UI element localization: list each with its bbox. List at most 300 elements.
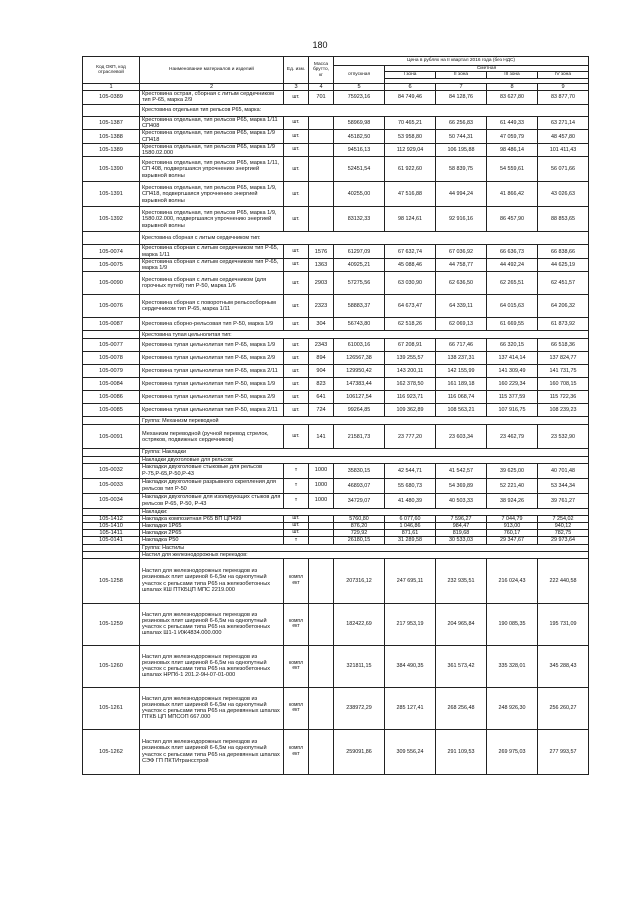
section-row <box>83 456 589 463</box>
item-mass <box>309 530 334 537</box>
price-cell: 83 877,70 <box>538 90 589 104</box>
item-code: 105-1258 <box>83 558 140 603</box>
price-cell: 115 377,59 <box>487 391 538 404</box>
price-cell: 137 824,77 <box>538 352 589 365</box>
header-otpusknaya: отпускная <box>334 66 385 84</box>
item-mass <box>309 130 334 144</box>
price-cell: 248 926,30 <box>487 687 538 729</box>
item-name: Крестовина тупая цельнолитая тип Р-50, марка 1/9 <box>140 378 284 391</box>
index-cell: 9 <box>538 83 589 90</box>
price-cell: 44 625,19 <box>538 258 589 272</box>
item-name: Настил для железнодорожных переездов из резиновых плит шириной 6-6,5м на однопутный участок с рельсами типа Р65 на железобетонных шпалах КШ ПТКБЦП МПС 2219.000 <box>140 558 284 603</box>
table-row <box>83 729 589 774</box>
price-cell: 92 916,16 <box>436 207 487 232</box>
price-cell: 729,92 <box>334 530 385 537</box>
price-cell: 61003,16 <box>334 339 385 352</box>
item-unit: шт. <box>284 365 309 378</box>
header-code: Код ОКП, код отраслевой <box>83 57 140 84</box>
price-cell: 384 490,35 <box>385 645 436 687</box>
item-name: Крестовина тупая цельнолитая тип Р-50, марка 2/11 <box>140 404 284 417</box>
item-code: 105-1389 <box>83 143 140 157</box>
section-title: Настил для железнодорожных переездов: <box>140 551 589 558</box>
item-unit: компл ект <box>284 603 309 645</box>
section-title: Группа: Механизм переводной <box>140 417 589 425</box>
price-cell: 108 563,21 <box>436 404 487 417</box>
item-name: Накладки 1Р65 <box>140 522 284 529</box>
item-code: 105-1410 <box>83 522 140 529</box>
price-cell: 216 024,43 <box>487 558 538 603</box>
item-mass <box>309 687 334 729</box>
section-row <box>83 331 589 339</box>
table-row <box>83 207 589 232</box>
price-cell: 112 929,04 <box>385 143 436 157</box>
price-cell: 35830,15 <box>334 463 385 478</box>
price-cell: 66 320,15 <box>487 339 538 352</box>
price-cell: 138 237,31 <box>436 352 487 365</box>
item-mass: 1576 <box>309 245 334 259</box>
price-cell: 40255,00 <box>334 182 385 207</box>
price-cell: 115 722,36 <box>538 391 589 404</box>
item-name: Настил для железнодорожных переездов из резиновых плит шириной 6-6,5м на однопутный участок с рельсами типа Р65 на деревянных шпалах ПТКБ ЦП МПСОП 667.000 <box>140 687 284 729</box>
item-unit: шт. <box>284 404 309 417</box>
item-mass: 894 <box>309 352 334 365</box>
price-cell: 182422,69 <box>334 603 385 645</box>
item-name: Крестовина тупая цельнолитая тип Р-65, марка 2/11 <box>140 365 284 378</box>
price-cell: 67 208,91 <box>385 339 436 352</box>
price-cell: 62 265,51 <box>487 272 538 295</box>
item-unit: шт. <box>284 116 309 130</box>
price-cell: 66 838,66 <box>538 245 589 259</box>
price-cell: 321811,15 <box>334 645 385 687</box>
item-mass <box>309 645 334 687</box>
price-cell: 23 603,34 <box>436 425 487 449</box>
price-cell: 53 344,34 <box>538 478 589 493</box>
index-cell: 4 <box>309 83 334 90</box>
item-unit: т <box>284 463 309 478</box>
item-code: 105-0075 <box>83 258 140 272</box>
item-mass <box>309 537 334 544</box>
price-cell: 291 109,53 <box>436 729 487 774</box>
item-unit: шт. <box>284 90 309 104</box>
item-code: 105-0032 <box>83 463 140 478</box>
price-cell: 84 749,46 <box>385 90 436 104</box>
table-row <box>83 318 589 331</box>
price-cell: 83132,33 <box>334 207 385 232</box>
price-cell: 38 924,26 <box>487 493 538 508</box>
price-cell: 913,00 <box>487 522 538 529</box>
price-cell: 64 339,11 <box>436 295 487 318</box>
section-title: Крестовина отдельная тип рельсов Р65, марка: <box>140 104 589 116</box>
price-cell: 98 486,14 <box>487 143 538 157</box>
price-cell: 782,75 <box>538 530 589 537</box>
item-unit: шт. <box>284 258 309 272</box>
item-name: Крестовина тупая цельнолитая тип Р-65, марка 2/9 <box>140 352 284 365</box>
price-cell: 141 731,75 <box>538 365 589 378</box>
price-cell: 64 673,47 <box>385 295 436 318</box>
table-row <box>83 157 589 182</box>
price-cell: 52 221,40 <box>487 478 538 493</box>
item-code: 105-1411 <box>83 530 140 537</box>
price-cell: 44 492,24 <box>487 258 538 272</box>
table-row <box>83 558 589 603</box>
item-unit: шт. <box>284 318 309 331</box>
price-cell: 86 457,90 <box>487 207 538 232</box>
item-code: 105-1262 <box>83 729 140 774</box>
price-cell: 819,68 <box>436 530 487 537</box>
price-cell: 30 533,03 <box>436 537 487 544</box>
item-code: 105-0085 <box>83 404 140 417</box>
item-name: Крестовина острая, сборная с литым сердечником тип Р-65, марка 2/9 <box>140 90 284 104</box>
price-cell: 63 030,90 <box>385 272 436 295</box>
price-cell: 7 044,79 <box>487 515 538 522</box>
item-mass: 641 <box>309 391 334 404</box>
item-mass <box>309 522 334 529</box>
price-cell: 42 544,71 <box>385 463 436 478</box>
section-row <box>83 232 589 245</box>
item-name: Механизм переводной (ручной перевод стрелок, остряков, подвижных сердечников) <box>140 425 284 449</box>
price-cell: 141 309,49 <box>487 365 538 378</box>
table-row <box>83 515 589 522</box>
price-table <box>82 56 589 775</box>
price-cell: 129950,42 <box>334 365 385 378</box>
price-cell: 29 347,67 <box>487 537 538 544</box>
item-mass <box>309 116 334 130</box>
index-cell: 8 <box>487 83 538 90</box>
price-cell: 94516,13 <box>334 143 385 157</box>
item-name: Крестовина тупая цельнолитая тип Р-50, марка 2/9 <box>140 391 284 404</box>
section-title: Крестовина тупая цельнолитая тип: <box>140 331 589 339</box>
item-unit: шт. <box>284 530 309 537</box>
header-price: Цена в рублях на II квартал 2016 года (без НДС) <box>334 57 589 66</box>
price-table-body <box>83 57 589 775</box>
item-code: 105-1261 <box>83 687 140 729</box>
item-unit: шт. <box>284 522 309 529</box>
table-row <box>83 603 589 645</box>
item-mass <box>309 157 334 182</box>
item-unit: шт. <box>284 515 309 522</box>
section-code-cell <box>83 331 140 339</box>
item-name: Крестовина тупая цельнолитая тип Р-65, марка 1/9 <box>140 339 284 352</box>
price-cell: 41 866,42 <box>487 182 538 207</box>
price-cell: 217 953,19 <box>385 603 436 645</box>
item-name: Накладки двухголовые стыковые для рельсов Р-75,Р-65,Р-50,Р-43 <box>140 463 284 478</box>
item-name: Накладки двухголовые разрывного скрепления для рельсов тип Р-50 <box>140 478 284 493</box>
table-row <box>83 391 589 404</box>
item-code: 105-0091 <box>83 425 140 449</box>
item-mass: 1000 <box>309 478 334 493</box>
item-mass: 1363 <box>309 258 334 272</box>
section-row <box>83 551 589 558</box>
price-cell: 126567,38 <box>334 352 385 365</box>
item-unit: компл ект <box>284 645 309 687</box>
item-code: 105-1388 <box>83 130 140 144</box>
price-cell: 75923,16 <box>334 90 385 104</box>
price-cell: 48 457,80 <box>538 130 589 144</box>
item-code: 105-0086 <box>83 391 140 404</box>
price-cell: 54 559,61 <box>487 157 538 182</box>
price-cell: 62 069,13 <box>436 318 487 331</box>
table-row <box>83 295 589 318</box>
item-code: 105-1392 <box>83 207 140 232</box>
item-code: 105-1412 <box>83 515 140 522</box>
item-mass <box>309 207 334 232</box>
item-name: Накладка композитная Р65 ВП ЦП499 <box>140 515 284 522</box>
item-code: 105-0141 <box>83 537 140 544</box>
header-name: Наименование материалов и изделий <box>140 57 284 84</box>
item-code: 105-0090 <box>83 272 140 295</box>
item-mass: 141 <box>309 425 334 449</box>
item-mass <box>309 182 334 207</box>
item-name: Накладки 2Р65 <box>140 530 284 537</box>
section-title: Группа: Настилы <box>140 544 589 551</box>
index-cell: 7 <box>436 83 487 90</box>
price-cell: 61 449,33 <box>487 116 538 130</box>
item-name: Крестовина отдельная, тип рельсов Р65, марка 1/11, СП 408, подвергшаяся упрочнению энергией взрывной волны <box>140 157 284 182</box>
price-cell: 53 958,80 <box>385 130 436 144</box>
item-name: Крестовина отдельная, тип рельсов Р65, марка 1/9 СП418 <box>140 130 284 144</box>
price-cell: 277 993,57 <box>538 729 589 774</box>
item-name: Крестовина отдельная, тип рельсов Р65, марка 1/11 СП408 <box>140 116 284 130</box>
price-cell: 98 124,61 <box>385 207 436 232</box>
price-cell: 34729,07 <box>334 493 385 508</box>
price-cell: 26180,15 <box>334 537 385 544</box>
section-code-cell <box>83 544 140 551</box>
price-cell: 66 636,73 <box>487 245 538 259</box>
table-row <box>83 182 589 207</box>
price-cell: 61 669,55 <box>487 318 538 331</box>
item-mass <box>309 143 334 157</box>
section-code-cell <box>83 104 140 116</box>
table-row <box>83 478 589 493</box>
section-code-cell <box>83 449 140 456</box>
item-name: Крестовина сборная с литым сердечником тип Р-65, марка 1/11 <box>140 245 284 259</box>
table-row <box>83 352 589 365</box>
item-name: Крестовина сборная с литым сердечником тип Р-65, марка 1/9 <box>140 258 284 272</box>
price-cell: 66 518,36 <box>538 339 589 352</box>
price-cell: 116 923,71 <box>385 391 436 404</box>
item-unit: компл ект <box>284 558 309 603</box>
price-cell: 61 873,92 <box>538 318 589 331</box>
index-cell: 6 <box>385 83 436 90</box>
item-mass <box>309 729 334 774</box>
price-cell: 285 127,41 <box>385 687 436 729</box>
item-mass: 904 <box>309 365 334 378</box>
table-row <box>83 365 589 378</box>
item-mass: 304 <box>309 318 334 331</box>
price-cell: 61297,09 <box>334 245 385 259</box>
section-code-cell <box>83 551 140 558</box>
item-unit: шт. <box>284 378 309 391</box>
table-row <box>83 463 589 478</box>
item-unit: шт. <box>284 425 309 449</box>
price-cell: 256 260,27 <box>538 687 589 729</box>
price-cell: 63 271,14 <box>538 116 589 130</box>
price-cell: 84 128,76 <box>436 90 487 104</box>
price-cell: 21581,73 <box>334 425 385 449</box>
price-cell: 44 994,24 <box>436 182 487 207</box>
header-zone-2: II зона <box>436 72 487 78</box>
section-code-cell <box>83 232 140 245</box>
price-cell: 335 328,01 <box>487 645 538 687</box>
price-cell: 106127,54 <box>334 391 385 404</box>
price-cell: 204 965,84 <box>436 603 487 645</box>
price-cell: 940,12 <box>538 522 589 529</box>
price-cell: 160 229,34 <box>487 378 538 391</box>
price-cell: 40 701,48 <box>538 463 589 478</box>
price-cell: 137 414,14 <box>487 352 538 365</box>
price-cell: 268 256,48 <box>436 687 487 729</box>
header-zone-3: III зона <box>487 72 538 78</box>
table-row <box>83 493 589 508</box>
price-cell: 309 556,24 <box>385 729 436 774</box>
price-cell: 31 289,58 <box>385 537 436 544</box>
table-row <box>83 90 589 104</box>
price-cell: 109 362,89 <box>385 404 436 417</box>
table-row <box>83 537 589 544</box>
section-row <box>83 104 589 116</box>
table-row <box>83 425 589 449</box>
item-code: 105-0074 <box>83 245 140 259</box>
section-title: Крестовина сборная с литым сердечником тип: <box>140 232 589 245</box>
price-cell: 6 077,60 <box>385 515 436 522</box>
price-cell: 40 503,33 <box>436 493 487 508</box>
price-cell: 222 440,58 <box>538 558 589 603</box>
price-cell: 47 516,88 <box>385 182 436 207</box>
item-unit: шт. <box>284 143 309 157</box>
item-code: 105-0079 <box>83 365 140 378</box>
price-cell: 361 573,42 <box>436 645 487 687</box>
price-cell: 64 015,63 <box>487 295 538 318</box>
item-unit: шт. <box>284 130 309 144</box>
item-unit: шт. <box>284 352 309 365</box>
item-name: Настил для железнодорожных переездов из резиновых плит шириной 6-6,5м на однопутный участок с рельсами типа Р65 на железобетонных шпалах Ш1-1 ИЖ4834.000.000 <box>140 603 284 645</box>
price-cell: 247 695,11 <box>385 558 436 603</box>
item-name: Крестовина отдельная, тип рельсов Р65, марка 1/9, 1580.02.000, подвергшаяся упрочнению энергией взрывной волны <box>140 207 284 232</box>
price-cell: 64 206,32 <box>538 295 589 318</box>
price-cell: 116 068,74 <box>436 391 487 404</box>
section-title: Накладки: <box>140 508 589 515</box>
table-row <box>83 339 589 352</box>
index-cell: 2 <box>140 83 284 90</box>
table-row <box>83 130 589 144</box>
item-unit: т <box>284 493 309 508</box>
item-code: 105-1390 <box>83 157 140 182</box>
item-mass <box>309 558 334 603</box>
item-name: Накладка Р50 <box>140 537 284 544</box>
section-row <box>83 508 589 515</box>
item-unit: компл ект <box>284 729 309 774</box>
price-cell: 161 189,18 <box>436 378 487 391</box>
price-cell: 23 462,79 <box>487 425 538 449</box>
price-cell: 43 026,63 <box>538 182 589 207</box>
price-cell: 66 256,83 <box>436 116 487 130</box>
item-mass: 1000 <box>309 493 334 508</box>
item-unit: шт. <box>284 295 309 318</box>
price-cell: 66 717,46 <box>436 339 487 352</box>
table-row <box>83 687 589 729</box>
price-cell: 269 975,03 <box>487 729 538 774</box>
section-row <box>83 544 589 551</box>
price-cell: 876,20 <box>334 522 385 529</box>
price-cell: 760,17 <box>487 530 538 537</box>
price-cell: 106 195,88 <box>436 143 487 157</box>
price-cell: 55 680,73 <box>385 478 436 493</box>
price-cell: 207316,12 <box>334 558 385 603</box>
table-row <box>83 245 589 259</box>
item-code: 105-0033 <box>83 478 140 493</box>
item-code: 105-0078 <box>83 352 140 365</box>
item-unit: шт. <box>284 207 309 232</box>
price-cell: 29 973,64 <box>538 537 589 544</box>
header-zone-1: I зона <box>385 72 436 78</box>
price-cell: 871,61 <box>385 530 436 537</box>
page-number: 180 <box>312 40 328 50</box>
item-code: 105-0084 <box>83 378 140 391</box>
price-cell: 46893,07 <box>334 478 385 493</box>
price-cell: 984,47 <box>436 522 487 529</box>
item-mass: 2343 <box>309 339 334 352</box>
price-cell: 147383,44 <box>334 378 385 391</box>
price-cell: 107 916,75 <box>487 404 538 417</box>
price-cell: 160 708,15 <box>538 378 589 391</box>
price-cell: 83 627,80 <box>487 90 538 104</box>
table-row <box>83 645 589 687</box>
item-mass: 724 <box>309 404 334 417</box>
header-smetnaya: Сметная <box>385 66 589 72</box>
item-name: Крестовина сборная с литым сердечником (для горочных путей) тип Р-50, марка 1/6 <box>140 272 284 295</box>
item-code: 105-0077 <box>83 339 140 352</box>
price-cell: 23 777,20 <box>385 425 436 449</box>
table-row <box>83 258 589 272</box>
item-mass: 2323 <box>309 295 334 318</box>
item-mass: 823 <box>309 378 334 391</box>
price-cell: 190 085,35 <box>487 603 538 645</box>
index-cell: 3 <box>284 83 309 90</box>
item-unit: шт. <box>284 391 309 404</box>
item-unit: компл ект <box>284 687 309 729</box>
price-cell: 57275,56 <box>334 272 385 295</box>
price-cell: 143 200,11 <box>385 365 436 378</box>
table-row <box>83 143 589 157</box>
price-cell: 1 046,86 <box>385 522 436 529</box>
price-cell: 139 255,57 <box>385 352 436 365</box>
item-unit: т <box>284 537 309 544</box>
item-code: 105-1260 <box>83 645 140 687</box>
price-cell: 88 853,65 <box>538 207 589 232</box>
header-mass: Масса брутто, кг <box>309 57 334 84</box>
item-unit: шт. <box>284 272 309 295</box>
item-unit: т <box>284 478 309 493</box>
item-code: 105-0389 <box>83 90 140 104</box>
price-cell: 56743,80 <box>334 318 385 331</box>
header-index-row <box>83 83 589 90</box>
item-code: 105-0076 <box>83 295 140 318</box>
price-cell: 39 625,00 <box>487 463 538 478</box>
price-cell: 45 088,46 <box>385 258 436 272</box>
item-unit: шт. <box>284 157 309 182</box>
price-cell: 67 632,74 <box>385 245 436 259</box>
section-title: Группа: Накладки <box>140 449 589 456</box>
section-code-cell <box>83 508 140 515</box>
table-row <box>83 530 589 537</box>
item-unit: шт. <box>284 245 309 259</box>
item-name: Крестовина сборная с поворотным рельсосборным сердечником тип Р-65, марка 1/11 <box>140 295 284 318</box>
price-cell: 99264,85 <box>334 404 385 417</box>
price-cell: 58969,98 <box>334 116 385 130</box>
item-mass: 701 <box>309 90 334 104</box>
price-cell: 52451,54 <box>334 157 385 182</box>
item-code: 105-0087 <box>83 318 140 331</box>
